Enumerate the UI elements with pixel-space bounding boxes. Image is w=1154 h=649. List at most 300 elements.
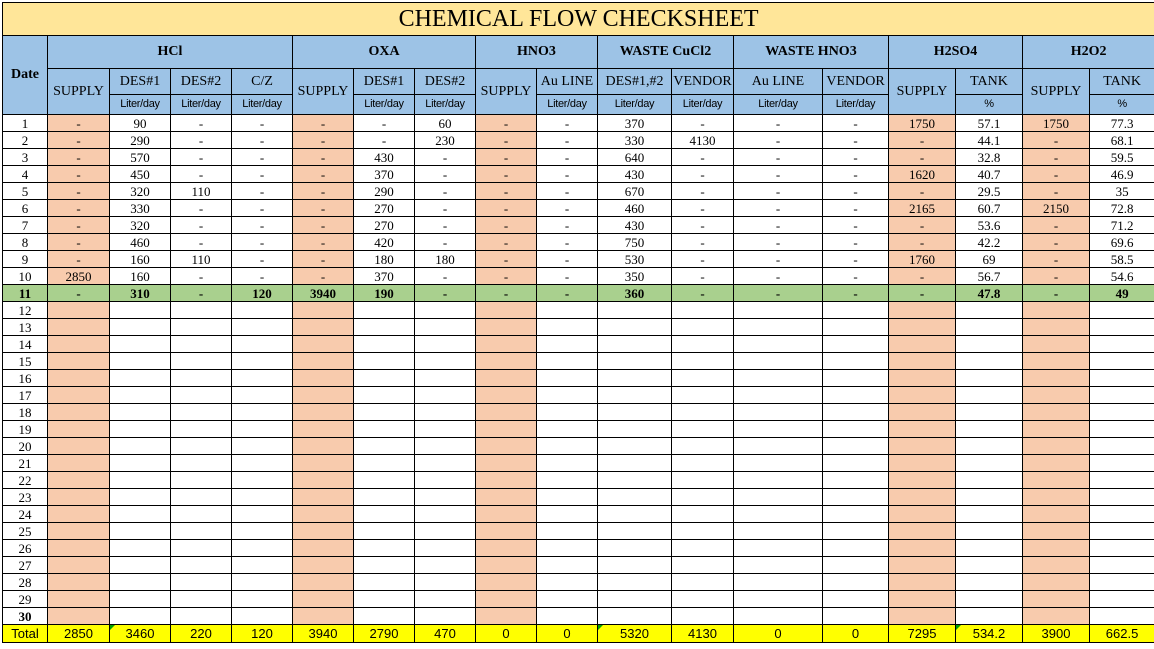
value-cell[interactable] [293,438,354,455]
value-cell[interactable] [293,574,354,591]
value-cell[interactable]: - [476,285,537,302]
value-cell[interactable] [110,438,171,455]
value-cell[interactable] [354,370,415,387]
value-cell[interactable] [293,353,354,370]
value-cell[interactable] [415,557,476,574]
value-cell[interactable]: - [672,115,734,132]
value-cell[interactable]: - [537,183,598,200]
value-cell[interactable] [354,506,415,523]
value-cell[interactable] [476,472,537,489]
date-cell[interactable]: 24 [3,506,48,523]
value-cell[interactable] [823,557,889,574]
value-cell[interactable] [232,404,293,421]
date-cell[interactable]: 18 [3,404,48,421]
value-cell[interactable]: - [823,149,889,166]
value-cell[interactable] [889,557,956,574]
value-cell[interactable] [734,421,823,438]
value-cell[interactable] [1023,302,1090,319]
value-cell[interactable] [956,302,1023,319]
value-cell[interactable] [354,319,415,336]
value-cell[interactable] [1023,540,1090,557]
value-cell[interactable]: - [48,234,110,251]
value-cell[interactable] [354,387,415,404]
value-cell[interactable] [956,387,1023,404]
value-cell[interactable]: - [889,132,956,149]
value-cell[interactable] [1023,472,1090,489]
value-cell[interactable] [476,336,537,353]
value-cell[interactable] [1090,489,1154,506]
value-cell[interactable]: - [537,251,598,268]
value-cell[interactable] [415,387,476,404]
value-cell[interactable]: - [293,149,354,166]
value-cell[interactable] [1090,557,1154,574]
value-cell[interactable] [415,353,476,370]
value-cell[interactable]: - [293,234,354,251]
value-cell[interactable] [956,421,1023,438]
value-cell[interactable] [415,404,476,421]
date-cell[interactable]: 7 [3,217,48,234]
value-cell[interactable] [889,489,956,506]
value-cell[interactable] [171,472,232,489]
value-cell[interactable]: - [476,149,537,166]
date-cell[interactable]: 28 [3,574,48,591]
value-cell[interactable] [293,336,354,353]
value-cell[interactable] [354,353,415,370]
value-cell[interactable] [48,523,110,540]
value-cell[interactable] [293,540,354,557]
value-cell[interactable] [48,506,110,523]
value-cell[interactable] [476,353,537,370]
value-cell[interactable] [823,472,889,489]
value-cell[interactable] [171,387,232,404]
value-cell[interactable]: - [476,251,537,268]
value-cell[interactable] [537,540,598,557]
value-cell[interactable]: 180 [415,251,476,268]
date-cell[interactable]: 23 [3,489,48,506]
value-cell[interactable] [354,523,415,540]
value-cell[interactable] [232,353,293,370]
value-cell[interactable] [293,489,354,506]
value-cell[interactable]: - [537,115,598,132]
value-cell[interactable] [415,608,476,625]
value-cell[interactable] [598,319,672,336]
value-cell[interactable] [734,557,823,574]
value-cell[interactable]: 370 [598,115,672,132]
value-cell[interactable]: 370 [354,268,415,285]
value-cell[interactable] [598,438,672,455]
value-cell[interactable] [672,608,734,625]
value-cell[interactable] [734,387,823,404]
date-cell[interactable]: 30 [3,608,48,625]
value-cell[interactable] [598,336,672,353]
value-cell[interactable] [354,591,415,608]
value-cell[interactable]: 1750 [1023,115,1090,132]
value-cell[interactable] [956,540,1023,557]
value-cell[interactable] [598,489,672,506]
value-cell[interactable]: - [672,268,734,285]
value-cell[interactable]: - [415,166,476,183]
value-cell[interactable]: - [293,217,354,234]
value-cell[interactable] [293,608,354,625]
date-cell[interactable]: 19 [3,421,48,438]
value-cell[interactable] [734,608,823,625]
value-cell[interactable]: 29.5 [956,183,1023,200]
value-cell[interactable]: - [823,285,889,302]
value-cell[interactable] [354,472,415,489]
value-cell[interactable] [734,404,823,421]
value-cell[interactable] [354,336,415,353]
value-cell[interactable] [734,302,823,319]
value-cell[interactable] [110,319,171,336]
value-cell[interactable] [476,540,537,557]
value-cell[interactable] [734,455,823,472]
value-cell[interactable] [1090,438,1154,455]
date-cell[interactable]: 2 [3,132,48,149]
value-cell[interactable]: - [734,115,823,132]
value-cell[interactable]: 670 [598,183,672,200]
date-cell[interactable]: 4 [3,166,48,183]
value-cell[interactable] [956,506,1023,523]
value-cell[interactable] [48,438,110,455]
value-cell[interactable] [48,557,110,574]
value-cell[interactable]: - [232,166,293,183]
value-cell[interactable] [476,421,537,438]
value-cell[interactable] [672,540,734,557]
value-cell[interactable]: - [889,285,956,302]
date-cell[interactable]: 5 [3,183,48,200]
total-cell[interactable]: 0 [476,625,537,643]
value-cell[interactable] [598,421,672,438]
value-cell[interactable]: 69.6 [1090,234,1154,251]
value-cell[interactable] [956,370,1023,387]
value-cell[interactable] [415,370,476,387]
value-cell[interactable] [672,472,734,489]
value-cell[interactable] [889,370,956,387]
value-cell[interactable]: - [537,285,598,302]
value-cell[interactable] [415,591,476,608]
value-cell[interactable] [889,387,956,404]
value-cell[interactable] [889,319,956,336]
value-cell[interactable] [110,489,171,506]
value-cell[interactable] [1023,489,1090,506]
value-cell[interactable] [110,370,171,387]
value-cell[interactable] [1023,370,1090,387]
value-cell[interactable]: - [232,217,293,234]
value-cell[interactable]: - [537,234,598,251]
value-cell[interactable]: 330 [110,200,171,217]
date-cell[interactable]: 25 [3,523,48,540]
value-cell[interactable]: - [537,149,598,166]
value-cell[interactable]: 110 [171,183,232,200]
value-cell[interactable]: - [171,200,232,217]
value-cell[interactable] [232,438,293,455]
date-cell[interactable]: 20 [3,438,48,455]
total-cell[interactable]: 120 [232,625,293,643]
value-cell[interactable] [476,319,537,336]
value-cell[interactable] [734,370,823,387]
value-cell[interactable] [598,353,672,370]
value-cell[interactable]: 350 [598,268,672,285]
value-cell[interactable]: 230 [415,132,476,149]
value-cell[interactable] [823,353,889,370]
value-cell[interactable]: 190 [354,285,415,302]
value-cell[interactable] [293,302,354,319]
value-cell[interactable] [537,438,598,455]
value-cell[interactable] [672,489,734,506]
value-cell[interactable]: - [889,149,956,166]
value-cell[interactable] [110,455,171,472]
value-cell[interactable] [171,370,232,387]
value-cell[interactable] [823,421,889,438]
value-cell[interactable] [734,506,823,523]
value-cell[interactable]: - [293,251,354,268]
value-cell[interactable] [110,302,171,319]
value-cell[interactable] [476,523,537,540]
value-cell[interactable] [232,523,293,540]
total-cell[interactable]: 3900 [1023,625,1090,643]
value-cell[interactable]: - [734,149,823,166]
value-cell[interactable] [232,574,293,591]
value-cell[interactable] [598,523,672,540]
value-cell[interactable] [956,319,1023,336]
value-cell[interactable] [48,319,110,336]
value-cell[interactable]: - [1023,149,1090,166]
value-cell[interactable] [672,438,734,455]
value-cell[interactable] [1023,353,1090,370]
value-cell[interactable]: - [476,115,537,132]
value-cell[interactable] [537,557,598,574]
value-cell[interactable] [1090,472,1154,489]
value-cell[interactable]: - [415,200,476,217]
value-cell[interactable]: - [232,268,293,285]
value-cell[interactable] [889,353,956,370]
value-cell[interactable] [956,404,1023,421]
value-cell[interactable]: 1620 [889,166,956,183]
value-cell[interactable]: 59.5 [1090,149,1154,166]
value-cell[interactable]: - [734,251,823,268]
value-cell[interactable]: - [171,268,232,285]
value-cell[interactable] [476,591,537,608]
total-cell[interactable]: 7295 [889,625,956,643]
value-cell[interactable]: - [293,115,354,132]
value-cell[interactable] [956,455,1023,472]
value-cell[interactable]: - [672,285,734,302]
value-cell[interactable] [1023,506,1090,523]
value-cell[interactable] [537,574,598,591]
value-cell[interactable]: - [476,234,537,251]
value-cell[interactable] [232,489,293,506]
value-cell[interactable] [823,404,889,421]
value-cell[interactable]: 2850 [48,268,110,285]
value-cell[interactable] [48,336,110,353]
value-cell[interactable] [672,421,734,438]
value-cell[interactable] [232,421,293,438]
value-cell[interactable] [537,523,598,540]
value-cell[interactable]: 68.1 [1090,132,1154,149]
value-cell[interactable] [354,540,415,557]
value-cell[interactable]: 72.8 [1090,200,1154,217]
value-cell[interactable]: - [476,217,537,234]
value-cell[interactable]: - [48,251,110,268]
value-cell[interactable] [171,557,232,574]
value-cell[interactable]: 310 [110,285,171,302]
value-cell[interactable] [48,370,110,387]
value-cell[interactable]: - [476,200,537,217]
value-cell[interactable] [734,523,823,540]
value-cell[interactable] [293,557,354,574]
total-cell[interactable]: 220 [171,625,232,643]
value-cell[interactable] [171,336,232,353]
value-cell[interactable] [734,353,823,370]
value-cell[interactable] [889,506,956,523]
value-cell[interactable] [598,608,672,625]
value-cell[interactable] [293,591,354,608]
value-cell[interactable] [293,455,354,472]
value-cell[interactable] [171,404,232,421]
value-cell[interactable] [476,455,537,472]
value-cell[interactable]: - [537,268,598,285]
value-cell[interactable] [537,319,598,336]
value-cell[interactable] [734,472,823,489]
value-cell[interactable] [110,523,171,540]
value-cell[interactable]: 56.7 [956,268,1023,285]
value-cell[interactable] [171,540,232,557]
value-cell[interactable] [1023,574,1090,591]
value-cell[interactable]: 430 [598,166,672,183]
value-cell[interactable] [1023,319,1090,336]
value-cell[interactable] [171,353,232,370]
value-cell[interactable] [537,455,598,472]
value-cell[interactable]: 420 [354,234,415,251]
value-cell[interactable] [171,302,232,319]
value-cell[interactable]: 60 [415,115,476,132]
value-cell[interactable]: - [293,132,354,149]
value-cell[interactable] [672,319,734,336]
value-cell[interactable] [110,387,171,404]
value-cell[interactable]: 77.3 [1090,115,1154,132]
value-cell[interactable] [1023,523,1090,540]
value-cell[interactable]: 460 [598,200,672,217]
value-cell[interactable] [598,472,672,489]
value-cell[interactable]: 270 [354,217,415,234]
value-cell[interactable]: - [293,268,354,285]
value-cell[interactable] [823,336,889,353]
value-cell[interactable] [823,438,889,455]
value-cell[interactable] [823,302,889,319]
value-cell[interactable]: - [889,268,956,285]
value-cell[interactable] [537,353,598,370]
value-cell[interactable]: 2150 [1023,200,1090,217]
value-cell[interactable] [232,370,293,387]
value-cell[interactable] [232,336,293,353]
value-cell[interactable] [598,302,672,319]
value-cell[interactable] [354,557,415,574]
value-cell[interactable]: - [537,132,598,149]
value-cell[interactable] [537,421,598,438]
value-cell[interactable]: - [823,166,889,183]
date-cell[interactable]: 12 [3,302,48,319]
value-cell[interactable] [672,302,734,319]
total-cell[interactable]: 0 [734,625,823,643]
value-cell[interactable] [1090,404,1154,421]
value-cell[interactable]: 640 [598,149,672,166]
date-cell[interactable]: 10 [3,268,48,285]
value-cell[interactable]: - [1023,132,1090,149]
value-cell[interactable] [672,574,734,591]
value-cell[interactable] [476,404,537,421]
value-cell[interactable] [672,353,734,370]
date-cell[interactable]: 11 [3,285,48,302]
value-cell[interactable] [1090,455,1154,472]
value-cell[interactable] [171,591,232,608]
value-cell[interactable]: 69 [956,251,1023,268]
value-cell[interactable] [476,506,537,523]
value-cell[interactable] [537,591,598,608]
value-cell[interactable]: - [476,183,537,200]
value-cell[interactable] [232,608,293,625]
value-cell[interactable]: - [889,217,956,234]
value-cell[interactable]: - [354,115,415,132]
value-cell[interactable] [823,319,889,336]
value-cell[interactable] [415,540,476,557]
value-cell[interactable] [1090,387,1154,404]
value-cell[interactable]: - [415,149,476,166]
date-cell[interactable]: 15 [3,353,48,370]
value-cell[interactable] [48,608,110,625]
value-cell[interactable]: - [823,132,889,149]
value-cell[interactable] [889,523,956,540]
value-cell[interactable]: - [537,200,598,217]
date-cell[interactable]: 17 [3,387,48,404]
value-cell[interactable]: 530 [598,251,672,268]
value-cell[interactable]: 120 [232,285,293,302]
value-cell[interactable] [598,574,672,591]
value-cell[interactable]: - [415,285,476,302]
value-cell[interactable] [1090,353,1154,370]
value-cell[interactable]: - [823,115,889,132]
value-cell[interactable]: 370 [354,166,415,183]
value-cell[interactable] [537,336,598,353]
value-cell[interactable] [476,438,537,455]
value-cell[interactable] [110,574,171,591]
date-cell[interactable]: 26 [3,540,48,557]
total-cell[interactable]: 662.5 [1090,625,1154,643]
total-cell[interactable]: 0 [537,625,598,643]
date-cell[interactable]: 29 [3,591,48,608]
value-cell[interactable]: - [734,183,823,200]
value-cell[interactable] [232,557,293,574]
value-cell[interactable] [537,370,598,387]
value-cell[interactable]: 180 [354,251,415,268]
total-cell[interactable]: 2850 [48,625,110,643]
value-cell[interactable]: 320 [110,183,171,200]
value-cell[interactable]: - [48,115,110,132]
date-cell[interactable]: 27 [3,557,48,574]
total-cell[interactable]: 5320 [598,625,672,643]
value-cell[interactable] [537,387,598,404]
value-cell[interactable] [598,540,672,557]
value-cell[interactable]: - [48,217,110,234]
value-cell[interactable] [889,472,956,489]
value-cell[interactable]: - [734,217,823,234]
value-cell[interactable] [598,557,672,574]
value-cell[interactable] [415,438,476,455]
value-cell[interactable]: 460 [110,234,171,251]
value-cell[interactable] [415,574,476,591]
value-cell[interactable] [48,591,110,608]
value-cell[interactable]: - [823,268,889,285]
value-cell[interactable]: - [293,166,354,183]
